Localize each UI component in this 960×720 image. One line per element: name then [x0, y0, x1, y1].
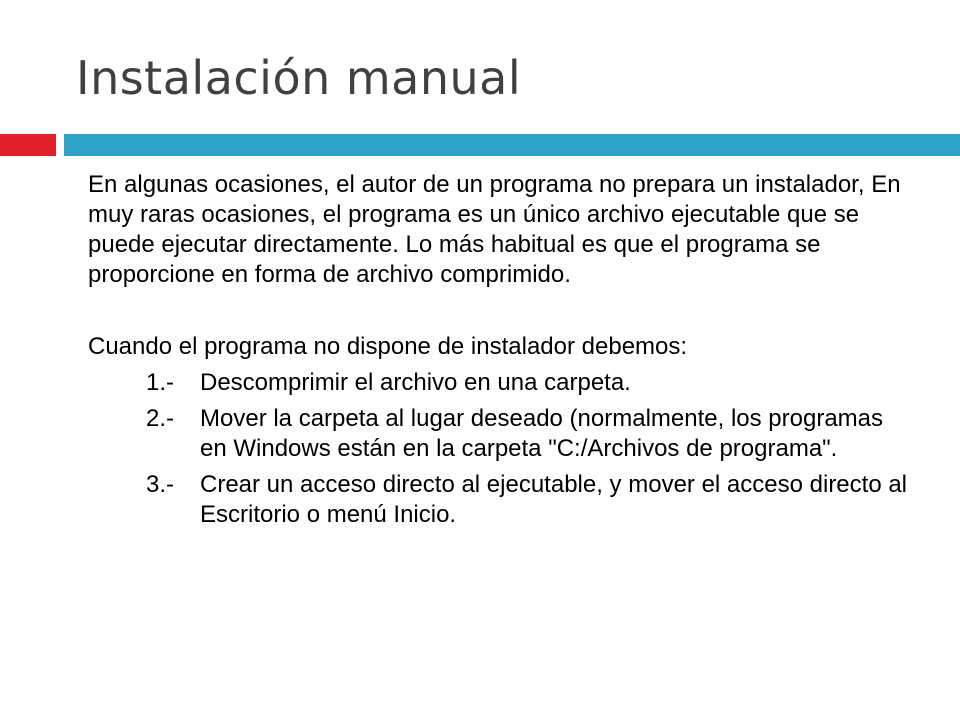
step-text: Descomprimir el archivo en una carpeta. — [200, 369, 631, 396]
step-number: 2.- — [146, 405, 175, 432]
steps-lead-text: Cuando el programa no dispone de instalador debemos: — [88, 333, 688, 360]
step-item — [88, 404, 908, 464]
title-accent-bar-teal — [64, 134, 960, 156]
slide-title: Instalación manual — [76, 51, 522, 105]
step-number: 1.- — [146, 369, 175, 396]
step-text: Mover la carpeta al lugar deseado (normalmente, los programas en Windows están en la carpeta "C:/Archivos de programa". — [200, 405, 884, 462]
intro-paragraph: En algunas ocasiones, el autor de un programa no prepara un instalador, En muy raras ocasiones, el programa es un único archivo ejecutable que se puede ejecutar directamente. Lo más habitual es que el programa se proporcione en forma de archivo comprimido. — [88, 171, 901, 288]
step-item — [88, 470, 908, 530]
title-accent-bar-red — [0, 134, 56, 156]
step-item — [88, 368, 908, 398]
paragraph-spacer — [88, 290, 908, 332]
slide-body — [88, 170, 908, 536]
step-number: 3.- — [146, 471, 175, 498]
step-text: Crear un acceso directo al ejecutable, y mover el acceso directo al Escritorio o menú Inicio. — [200, 471, 908, 528]
